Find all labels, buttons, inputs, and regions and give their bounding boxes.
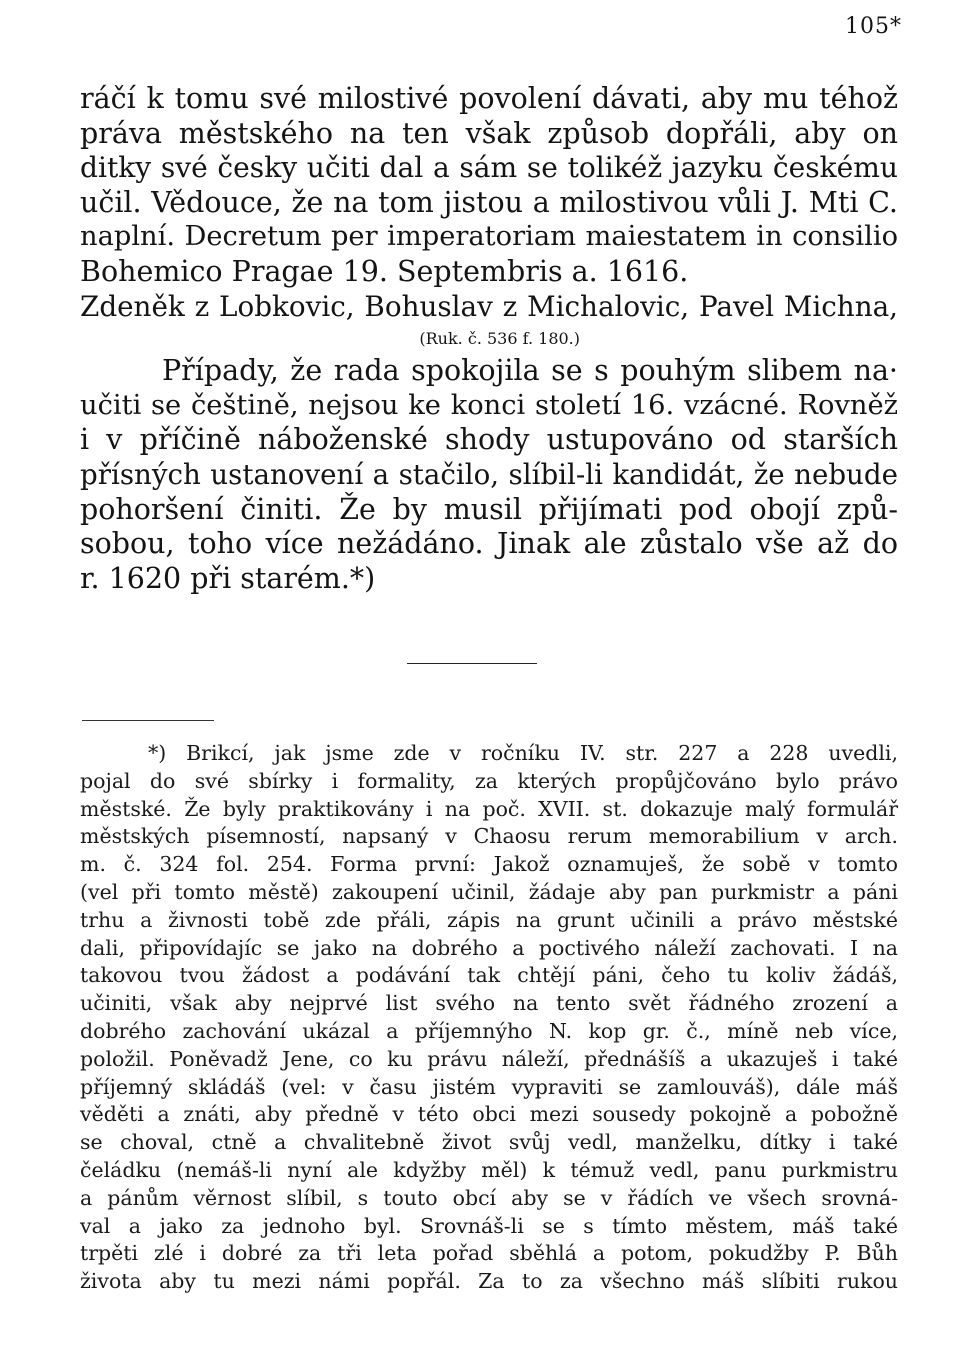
footnote-line: takovou tvou žádost a podávání tak chtějí páni, čeho tu koliv žádáš, xyxy=(80,963,898,988)
footnote-line: věděti a znáti, aby předně v této obci mezi sousedy pokojně a pobožně xyxy=(80,1102,898,1127)
page-number: 105* xyxy=(845,14,902,39)
footnote-line: dali, připovídajíc se jako na dobrého a poctivého náleží zachovati. I na xyxy=(80,935,898,960)
signatories-line: Zdeněk z Lobkovic, Bohuslav z Michalovic, Pavel Michna, xyxy=(80,289,898,323)
source-citation: (Ruk. č. 536 f. 180.) xyxy=(419,329,580,349)
text-line: i v příčině náboženské shody ustupováno od starších xyxy=(80,423,898,457)
footnote-line: se choval, ctně a chvalitebně život svůj vedl, manželku, dítky i také xyxy=(80,1130,898,1155)
footnote-line: val a jako za jednoho byl. Srovnáš-li se s tímto městem, máš také xyxy=(80,1213,898,1238)
text-line: r. 1620 při starém.*) xyxy=(80,561,376,595)
footnote-line: položil. Poněvadž Jene, co ku právu náleží, přednášíš a ukazuješ i také xyxy=(80,1046,898,1071)
footnote-line: *) Brikcí, jak jsme zde v ročníku IV. str. 227 a 228 uvedli, xyxy=(148,741,898,765)
footnote-line: trpěti zlé i dobré za tři leta pořad sběhlá a potom, pokudžby P. Bůh xyxy=(80,1241,898,1266)
footnote-line: městských písemností, napsaný v Chaosu rerum memorabilium v arch. xyxy=(80,824,898,849)
main-text xyxy=(80,82,898,596)
text-line: sobou, toho více nežádáno. Jinak ale zůstalo vše až do xyxy=(80,527,898,561)
footnote-line: čeládku (nemáš-li nyní ale kdyžby měl) k témuž vedl, panu purkmistru xyxy=(80,1157,898,1182)
text-line: ráčí k tomu své milostivé povolení dávati, aby mu téhož xyxy=(80,82,898,115)
footnote-line: m. č. 324 fol. 254. Forma první: Jakož oznamuješ, že sobě v tomto xyxy=(80,852,898,877)
text-line: Bohemico Pragae 19. Septembris a. 1616. xyxy=(80,254,689,288)
text-line: práva městského na ten však způsob dopřáli, aby on xyxy=(80,116,898,150)
footnote-line: (vel při tomto městě) zakoupení učinil, žádaje aby pan purkmistr a páni xyxy=(80,879,898,904)
text-line: učiti se češtině, nejsou ke konci století 16. vzácné. Rovněž xyxy=(80,389,898,421)
footnote-line: trhu a živnosti tobě zde přáli, zápis na grunt učinili a právo městské xyxy=(80,907,898,932)
section-separator xyxy=(407,663,537,664)
text-line: Případy, že rada spokojila se s pouhým slibem na· xyxy=(162,354,898,388)
footnote-line: a pánům věrnost slíbil, s touto obcí aby se v řádích ve všech srovná- xyxy=(80,1185,898,1210)
footnote-line: pojal do své sbírky i formality, za kterých propůjčováno bylo právo xyxy=(80,768,898,793)
footnote-rule xyxy=(82,720,214,721)
text-line: učil. Vědouce, že na tom jistou a milostivou vůli J. Mti C. xyxy=(80,185,898,219)
footnote-line: městské. Že byly praktikovány i na poč. XVII. st. dokazuje malý formulář xyxy=(80,796,898,821)
text-line: přísných ustanovení a stačilo, slíbil-li kandidát, že nebude xyxy=(80,457,898,491)
footnote-line: příjemný skládáš (vel: v času jistém vypraviti se zamlouváš), dále máš xyxy=(80,1074,898,1099)
footnote xyxy=(80,740,898,1296)
text-line: pohoršení činiti. Že by musil přijímati pod obojí způ- xyxy=(80,492,898,526)
footnote-line: učiniti, však aby nejprvé list svého na tento svět řádného zrození a xyxy=(80,991,898,1016)
text-line: ditky své česky učiti dal a sám se tolikéž jazyku českému xyxy=(80,151,898,185)
footnote-line: dobrého zachování ukázal a příjemnýho N. kop gr. č., míně neb více, xyxy=(80,1018,898,1043)
text-line: naplní. Decretum per imperatoriam maiestatem in consilio xyxy=(80,221,898,253)
footnote-line: života aby tu mezi námi popřál. Za to za všechno máš slíbiti rukou xyxy=(80,1269,898,1294)
